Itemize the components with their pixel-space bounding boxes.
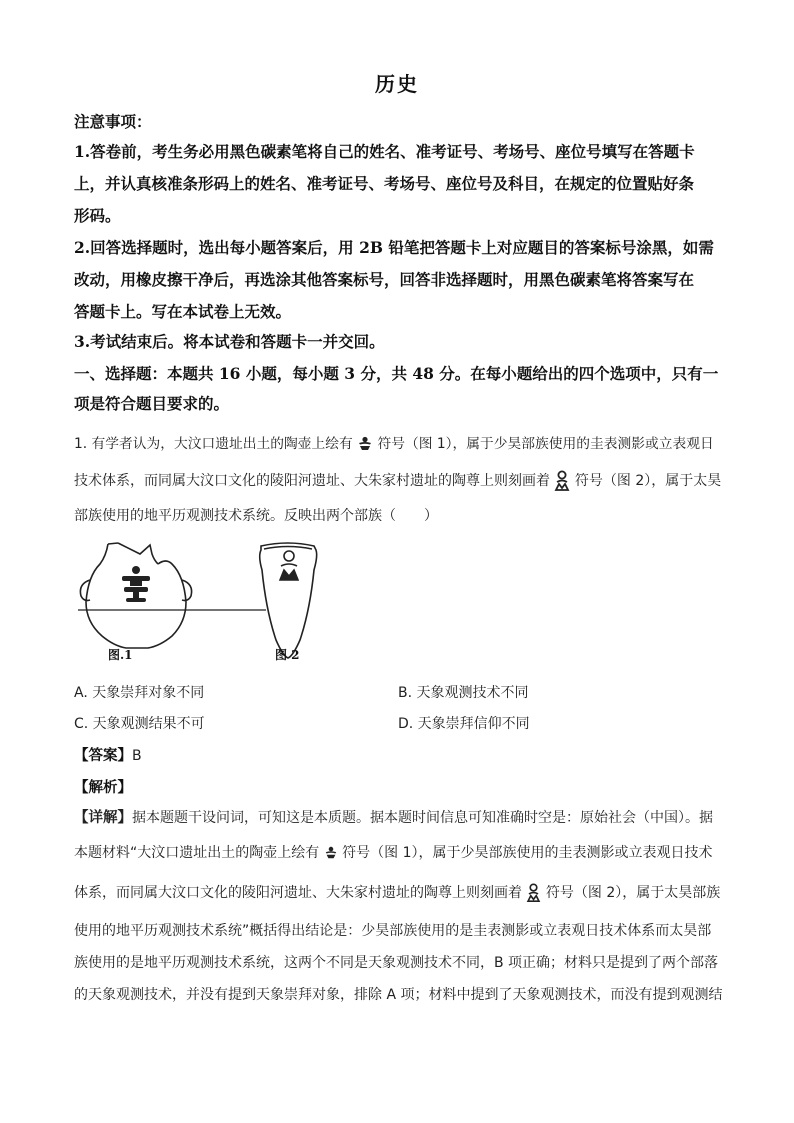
analysis-line2-end: 符号（图 1），属于少昊部族使用的圭表测影或立表观日技术: [342, 845, 713, 861]
notice-item2-line1: 2.回答选择题时，选出每小题答案后，用 2B 铅笔把答题卡上对应题目的答案标号涂黑，如需: [74, 238, 714, 257]
question1-line2-start: 技术体系，而同属大汶口文化的陵阳河遗址、大朱家村遗址的陶尊上则刻画着: [74, 473, 550, 489]
answer-label: 【答案】: [74, 747, 132, 764]
sun-mountain-symbol-icon: [526, 883, 541, 903]
analysis-line1: [74, 806, 713, 827]
page-title: 历史: [375, 72, 419, 96]
notice-item2-line3: 答题卡上。写在本试卷上无效。: [74, 302, 292, 321]
option-d: D. 天象崇拜信仰不同: [398, 716, 530, 732]
question1-line1-end: 符号（图 1），属于少昊部族使用的圭表测影或立表观日: [377, 436, 714, 452]
figure2-symbol: [280, 551, 298, 580]
sun-altar-symbol-icon: [357, 436, 373, 452]
section1-line2: 项是符合题目要求的。: [74, 394, 230, 413]
analysis-line4: 使用的地平历观测技术系统”概括得出结论是：少昊部族使用的是圭表测影或立表观日技术体系而太昊部: [74, 923, 712, 939]
figure2-label: 图 2: [275, 648, 300, 662]
sun-mountain-symbol-icon: [554, 470, 570, 492]
analysis-line2: [74, 842, 713, 862]
analysis-line3-end: 符号（图 2），属于太昊部族: [545, 885, 721, 901]
detail-tag: 【详解】: [74, 809, 132, 826]
question1-line1: [74, 432, 714, 452]
option-a: A. 天象崇拜对象不同: [74, 685, 205, 701]
figure1-label: 图.1: [108, 648, 133, 662]
analysis-line1-text: 据本题题干设问词，可知这是本质题。据本题时间信息可知准确时空是：原始社会（中国）。据: [132, 810, 713, 826]
notice-item3: 3.考试结束后。将本试卷和答题卡一并交回。: [74, 332, 385, 351]
analysis-label: 【解析】: [74, 779, 132, 796]
sun-altar-symbol-icon: [324, 846, 338, 860]
analysis-line3: [74, 882, 720, 903]
analysis-line5: 族使用的是地平历观测技术系统，这两个不同是天象观测技术不同，B 项正确；材料只是提到了两个部落: [74, 955, 719, 971]
answer-row: [74, 744, 142, 765]
notice-heading: 注意事项：: [74, 112, 152, 131]
question1-line2: [74, 470, 721, 492]
analysis-line6: 的天象观测技术，并没有提到天象崇拜对象，排除 A 项；材料中提到了天象观测技术，而没有提到观测结: [74, 987, 723, 1003]
analysis-line2-start: 本题材料“大汶口遗址出土的陶壶上绘有: [74, 845, 320, 861]
option-b: B. 天象观测技术不同: [398, 685, 529, 701]
figure1-symbol: [122, 566, 150, 602]
notice-item1-line1: 1.答卷前，考生务必用黑色碳素笔将自己的姓名、准考证号、考场号、座位号填写在答题卡: [74, 142, 695, 161]
analysis-line3-start: 体系，而同属大汶口文化的陵阳河遗址、大朱家村遗址的陶尊上则刻画着: [74, 885, 522, 901]
option-c: C. 天象观测结果不可: [74, 716, 205, 732]
section1-line1: 一、选择题：本题共 16 小题，每小题 3 分，共 48 分。在每小题给出的四个选项中，只有一: [74, 364, 719, 383]
notice-item2-line2: 改动，用橡皮擦干净后，再选涂其他答案标号，回答非选择题时，用黑色碳素笔将答案写在: [74, 270, 695, 289]
question1-line3: 部族使用的地平历观测技术系统。反映出两个部族（ ）: [74, 508, 438, 524]
question1-line1-start: 1. 有学者认为，大汶口遗址出土的陶壶上绘有: [74, 436, 353, 452]
question1-line2-end: 符号（图 2），属于太昊: [574, 473, 722, 489]
answer-value: B: [132, 748, 142, 764]
notice-item1-line2: 上，并认真核准条形码上的姓名、准考证号、考场号、座位号及科目，在规定的位置贴好条: [74, 174, 695, 193]
notice-item1-line3: 形码。: [74, 206, 121, 225]
